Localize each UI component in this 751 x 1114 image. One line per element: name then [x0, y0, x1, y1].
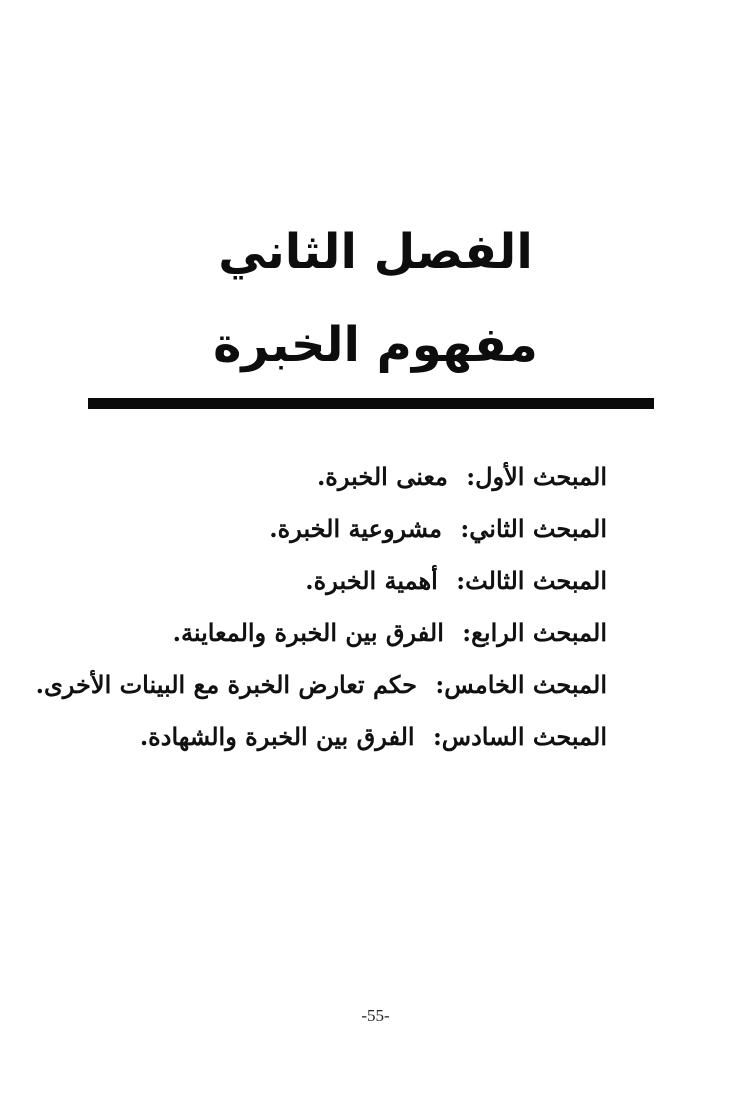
- section-item-4: [87, 618, 607, 648]
- section-title: الفرق بين الخبرة والمعاينة.: [172, 618, 444, 647]
- section-item-1: [87, 462, 607, 492]
- section-label: المبحث السادس:: [432, 722, 607, 751]
- section-label: المبحث الثالث:: [456, 566, 607, 595]
- section-label: المبحث الخامس:: [435, 670, 607, 699]
- section-title: أهمية الخبرة.: [305, 566, 438, 595]
- chapter-number-heading: الفصل الثاني: [218, 224, 533, 280]
- section-title: معنى الخبرة.: [316, 462, 448, 491]
- section-item-6: [87, 722, 607, 752]
- section-item-3: [87, 566, 607, 596]
- section-item-5: [35, 670, 607, 700]
- heading-divider-rule: [88, 398, 654, 409]
- section-label: المبحث الأول:: [466, 462, 607, 491]
- section-item-2: [87, 514, 607, 544]
- section-label: المبحث الرابع:: [462, 618, 607, 647]
- section-label: المبحث الثاني:: [460, 514, 607, 543]
- page-number: -55-: [361, 1006, 390, 1025]
- section-title: الفرق بين الخبرة والشهادة.: [139, 722, 415, 751]
- section-title: مشروعية الخبرة.: [269, 514, 443, 543]
- sections-list: [35, 462, 607, 774]
- section-title: حكم تعارض الخبرة مع البينات الأخرى.: [35, 670, 418, 699]
- chapter-title-heading: مفهوم الخبرة: [213, 317, 538, 373]
